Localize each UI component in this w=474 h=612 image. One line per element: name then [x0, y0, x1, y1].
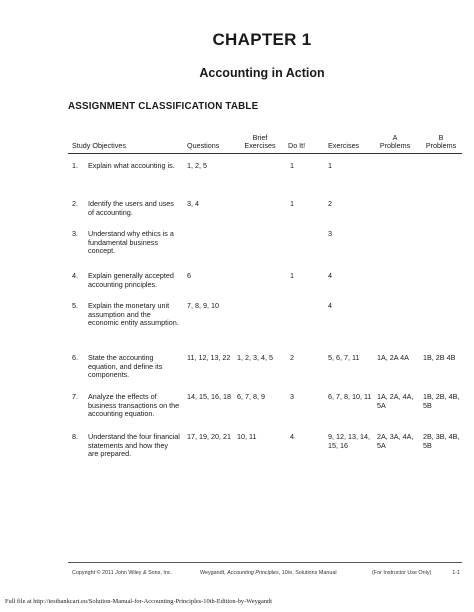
row-b-problems: 1B, 2B, 4B, 5B — [423, 392, 460, 410]
row-objective: Understand the four financial statements and how they are prepared. — [88, 432, 180, 459]
row-exercises: 5, 6, 7, 11 — [328, 353, 360, 362]
row-exercises: 4 — [328, 301, 332, 310]
row-questions: 11, 12, 13, 22 — [187, 353, 231, 362]
table-row — [68, 354, 462, 393]
col-brief-line1: Brief — [252, 132, 268, 142]
row-number: 2. — [72, 199, 78, 208]
table-row — [68, 272, 462, 302]
table-row — [68, 302, 462, 354]
table-row — [68, 162, 462, 200]
row-b-problems: 2B, 3B, 4B, 5B — [423, 432, 460, 450]
col-brief-line2: Exercises — [244, 141, 276, 151]
footer-book-suffix: , 10/e, Solutions Manual — [278, 570, 337, 576]
row-exercises: 4 — [328, 271, 332, 280]
col-exercises: Exercises — [328, 141, 360, 151]
footer-copyright: Copyright © 2011 John Wiley & Sons, Inc. — [72, 570, 173, 576]
footer-book-title: Accounting Principles — [227, 570, 279, 576]
row-do-it: 2 — [290, 353, 294, 362]
row-questions: 3, 4 — [187, 199, 199, 208]
row-do-it: 1 — [290, 199, 294, 208]
row-questions: 7, 8, 9, 10 — [187, 301, 219, 310]
row-objective: Explain generally accepted accounting principles. — [88, 271, 174, 289]
row-number: 5. — [72, 301, 78, 310]
col-do-it: Do It! — [288, 141, 306, 151]
col-questions: Questions — [187, 141, 220, 151]
chapter-title: CHAPTER 1 — [212, 30, 312, 49]
footer-instructor-note: (For Instructor Use Only) — [372, 570, 432, 576]
col-a-line2: Problems — [379, 141, 411, 151]
row-objective: State the accounting equation, and define its components. — [88, 353, 163, 380]
row-brief-exercises: 1, 2, 3, 4, 5 — [237, 353, 273, 362]
row-questions: 14, 15, 16, 18 — [187, 392, 231, 401]
row-exercises: 6, 7, 8, 10, 11 — [328, 392, 372, 401]
col-a-line1: A — [392, 132, 398, 142]
chapter-subtitle: Accounting in Action — [199, 66, 325, 80]
row-objective: Analyze the effects of business transactions on the accounting equation. — [88, 392, 180, 419]
col-a-problems — [373, 134, 417, 151]
row-objective: Explain what accounting is. — [88, 161, 175, 170]
row-do-it: 4 — [290, 432, 294, 441]
col-brief-exercises — [234, 134, 286, 151]
row-number: 6. — [72, 353, 78, 362]
row-exercises: 9, 12, 13, 14, 15, 16 — [328, 432, 370, 450]
col-b-problems — [419, 134, 463, 151]
row-questions: 17, 19, 20, 21 — [187, 432, 231, 441]
table-header — [68, 128, 462, 154]
row-questions: 6 — [187, 271, 191, 280]
row-brief-exercises: 10, 11 — [237, 432, 257, 441]
row-do-it: 3 — [290, 392, 294, 401]
table-row — [68, 433, 462, 477]
row-number: 3. — [72, 229, 78, 238]
table-row — [68, 230, 462, 272]
row-exercises: 1 — [328, 161, 332, 170]
col-study-objectives: Study Objectives — [72, 141, 126, 151]
row-brief-exercises: 6, 7, 8, 9 — [237, 392, 265, 401]
page-number: 1-1 — [452, 570, 460, 576]
row-a-problems: 2A, 3A, 4A, 5A — [377, 432, 414, 450]
row-b-problems: 1B, 2B 4B — [423, 353, 456, 362]
row-exercises: 3 — [328, 229, 332, 238]
row-questions: 1, 2, 5 — [187, 161, 207, 170]
footer-book-prefix: Weygandt, — [200, 570, 226, 576]
row-a-problems: 1A, 2A, 4A, 5A — [377, 392, 414, 410]
col-b-line2: Problems — [425, 141, 457, 151]
table-row — [68, 393, 462, 433]
row-number: 4. — [72, 271, 78, 280]
footer-divider — [68, 562, 462, 563]
row-objective: Understand why ethics is a fundamental business concept. — [88, 229, 174, 256]
row-do-it: 1 — [290, 161, 294, 170]
row-objective: Explain the monetary unit assumption and the economic entity assumption. — [88, 301, 179, 328]
assignment-classification-table — [68, 128, 462, 477]
row-do-it: 1 — [290, 271, 294, 280]
footer-book — [200, 570, 337, 576]
section-heading: ASSIGNMENT CLASSIFICATION TABLE — [68, 101, 259, 112]
col-b-line1: B — [438, 132, 444, 142]
source-note: Full file at http://testbankcart.eu/Solution-Manual-for-Accounting-Principles-10th-Edition-by-Weygandt — [5, 598, 272, 605]
table-row — [68, 200, 462, 230]
row-number: 7. — [72, 392, 78, 401]
table-body — [68, 162, 462, 477]
row-a-problems: 1A, 2A 4A — [377, 353, 409, 362]
row-objective: Identify the users and uses of accounting. — [88, 199, 174, 217]
row-exercises: 2 — [328, 199, 332, 208]
row-number: 1. — [72, 161, 78, 170]
row-number: 8. — [72, 432, 78, 441]
